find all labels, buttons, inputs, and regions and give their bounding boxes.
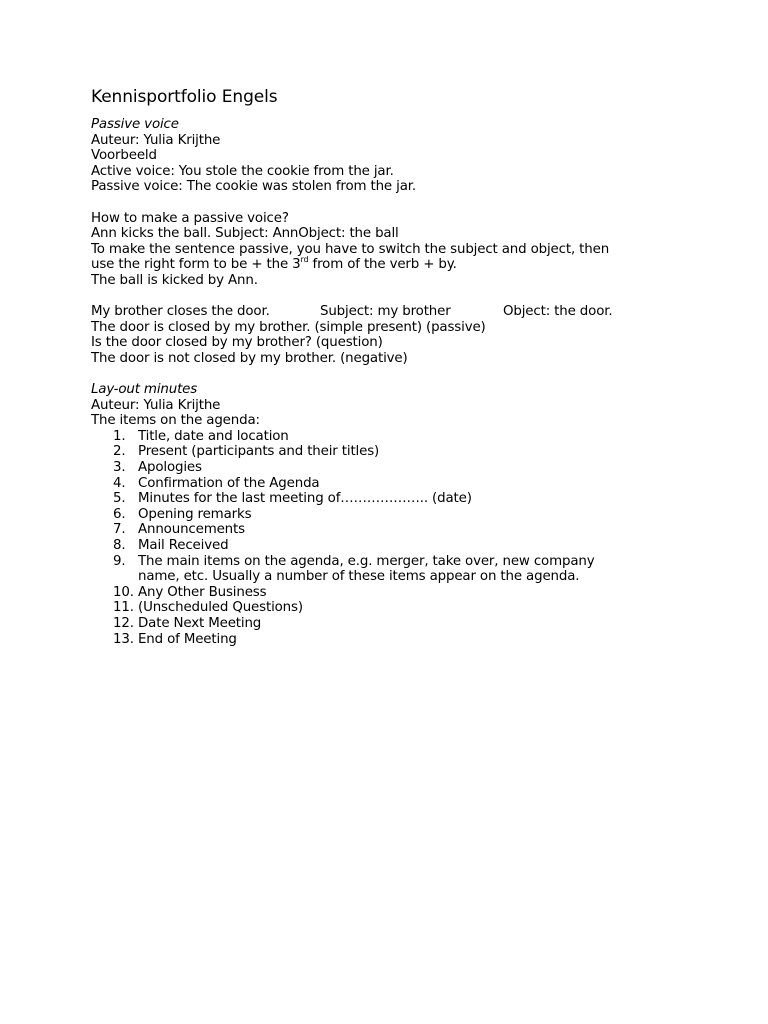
list-item (91, 491, 731, 507)
list-item (91, 522, 731, 538)
simple-present-line: The door is closed by my brother. (simple present) (passive) (91, 319, 486, 335)
list-item (91, 429, 731, 445)
list-item-text: End of Meeting (138, 631, 237, 647)
list-item-text: Confirmation of the Agenda (138, 475, 320, 491)
rule-line-2 (91, 254, 731, 273)
brother-object: Object: the door. (503, 304, 613, 320)
minutes-author: Auteur: Yulia Krijthe (91, 397, 221, 413)
question-line: Is the door closed by my brother? (question) (91, 335, 383, 351)
example-label: Voorbeeld (91, 148, 157, 164)
rule-line-1: To make the sentence passive, you have to switch the subject and object, then (91, 241, 610, 257)
list-item-text: (Unscheduled Questions) (138, 600, 303, 616)
list-item (91, 632, 731, 648)
rule-line-2-superscript: rd (300, 254, 309, 264)
list-item-number: 6. (113, 506, 126, 522)
list-item (91, 554, 731, 585)
list-item-number: 10. (113, 584, 134, 600)
rule-line-2-start: use the right form to be + the 3 (91, 257, 301, 273)
list-item-text: Announcements (138, 522, 245, 538)
passive-voice-heading: Passive voice (91, 117, 179, 132)
list-item-number: 12. (113, 616, 134, 631)
list-item-number: 3. (113, 460, 126, 476)
brother-sentence: My brother closes the door. (91, 304, 270, 320)
spacer (91, 367, 731, 383)
spacer (91, 195, 731, 211)
list-item (91, 460, 731, 476)
list-item-text-continued: name, etc. Usually a number of these items appear on the agenda. (138, 569, 580, 585)
list-item (91, 585, 731, 601)
list-item (91, 507, 731, 523)
list-item-text: Present (participants and their titles) (138, 444, 380, 460)
brother-line (91, 304, 731, 320)
agenda-intro: The items on the agenda: (91, 413, 260, 429)
list-item-number: 4. (113, 475, 126, 491)
document-page (91, 86, 731, 647)
brother-subject: Subject: my brother (320, 304, 451, 320)
list-item-number: 13. (113, 631, 134, 647)
document-title: Kennisportfolio Engels (91, 87, 278, 107)
list-item-text: The main items on the agenda, e.g. merger, take over, new company (138, 553, 595, 569)
list-item-text: Any Other Business (138, 584, 267, 600)
list-item-number: 11. (113, 600, 134, 616)
list-item-text: Apologies (138, 460, 202, 476)
list-item (91, 538, 731, 554)
list-item-text: Date Next Meeting (138, 616, 262, 631)
list-item-text: Opening remarks (138, 506, 252, 522)
ann-passive: The ball is kicked by Ann. (91, 272, 258, 288)
list-item-text: Title, date and location (138, 428, 289, 444)
agenda-list (91, 429, 731, 647)
rule-line-2-end: from of the verb + by. (308, 257, 457, 273)
minutes-heading: Lay-out minutes (91, 382, 198, 398)
active-voice-example: Active voice: You stole the cookie from the jar. (91, 163, 394, 179)
ann-sentence: Ann kicks the ball. Subject: AnnObject: the ball (91, 226, 399, 242)
list-item-number: 1. (113, 428, 126, 444)
list-item-number: 9. (113, 553, 126, 569)
list-item-number: 2. (113, 444, 126, 460)
negative-line: The door is not closed by my brother. (negative) (91, 350, 408, 366)
howto-question: How to make a passive voice? (91, 210, 289, 226)
passive-voice-example: Passive voice: The cookie was stolen from the jar. (91, 179, 416, 195)
list-item-number: 7. (113, 522, 126, 538)
list-item-text: Minutes for the last meeting of……………….. (date) (138, 491, 472, 507)
list-item (91, 616, 731, 632)
list-item-number: 8. (113, 538, 126, 554)
list-item (91, 600, 731, 616)
list-item (91, 444, 731, 460)
spacer (91, 289, 731, 305)
list-item-text: Mail Received (138, 538, 229, 554)
list-item-number: 5. (113, 491, 126, 507)
list-item (91, 476, 731, 492)
passive-author: Auteur: Yulia Krijthe (91, 132, 221, 148)
